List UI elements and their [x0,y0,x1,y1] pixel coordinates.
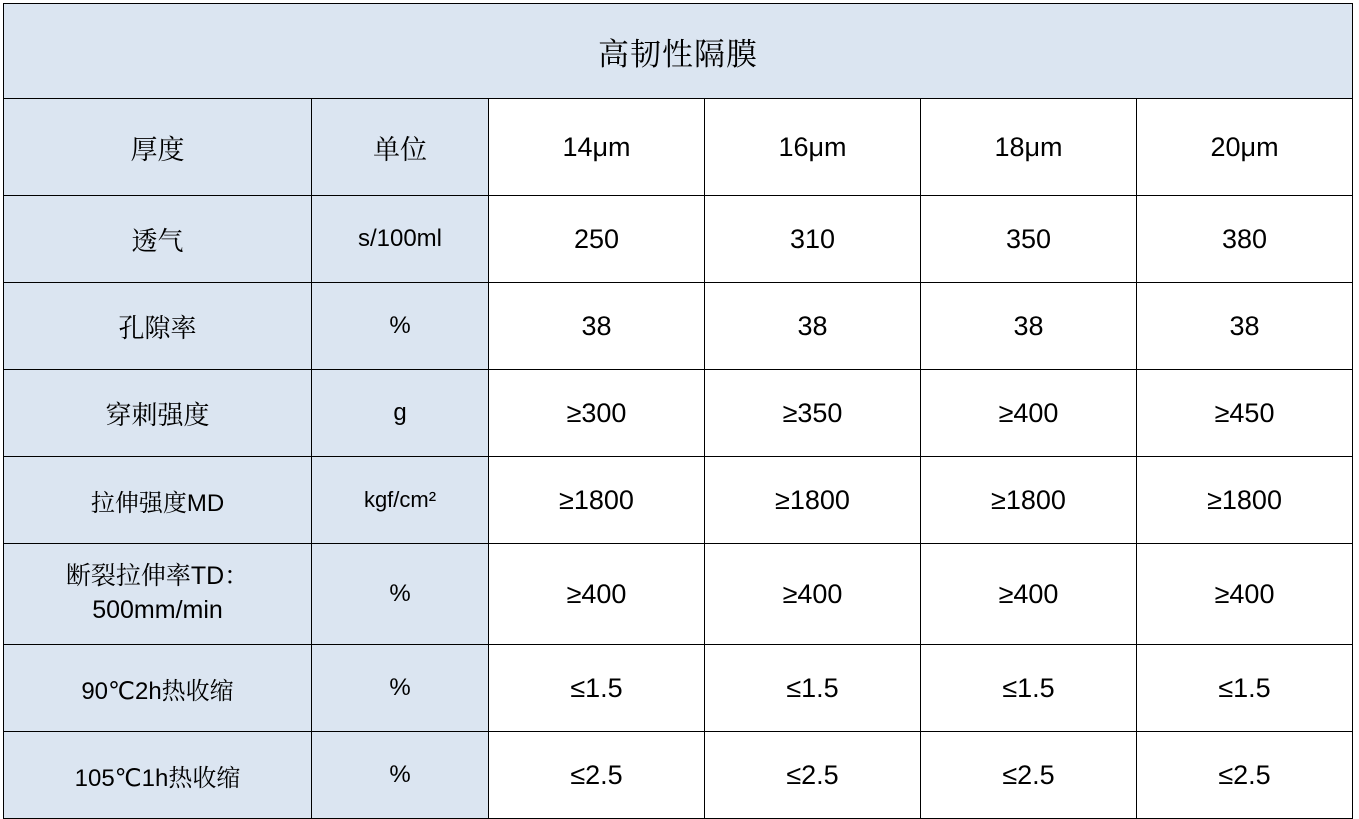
table-title: 高韧性隔膜 [4,4,1353,99]
cell-porosity-14um: 38 [489,283,705,370]
cell-thermal-shrinkage-105c-14um: ≤2.5 [489,732,705,819]
cell-tensile-strength-md-14um: ≥1800 [489,457,705,544]
cell-puncture-strength-16um: ≥350 [705,370,921,457]
row-unit-thermal-shrinkage-105c: % [312,732,489,819]
cell-tensile-strength-md-18um: ≥1800 [921,457,1137,544]
cell-thermal-shrinkage-90c-14um: ≤1.5 [489,645,705,732]
cell-puncture-strength-20um: ≥450 [1137,370,1353,457]
cell-tensile-strength-md-16um: ≥1800 [705,457,921,544]
row-label-thermal-shrinkage-90c: 90℃2h热收缩 [4,645,312,732]
table-title-row [4,4,1353,99]
row-label-thermal-shrinkage-105c: 105℃1h热收缩 [4,732,312,819]
header-column-14um: 14μm [489,99,705,196]
cell-air-permeability-16um: 310 [705,196,921,283]
cell-puncture-strength-14um: ≥300 [489,370,705,457]
row-unit-porosity: % [312,283,489,370]
table-row [4,457,1353,544]
cell-thermal-shrinkage-105c-20um: ≤2.5 [1137,732,1353,819]
table-row [4,732,1353,819]
table-row [4,283,1353,370]
table-row [4,196,1353,283]
cell-elongation-td-20um: ≥400 [1137,544,1353,645]
cell-puncture-strength-18um: ≥400 [921,370,1137,457]
table-row [4,370,1353,457]
cell-air-permeability-14um: 250 [489,196,705,283]
cell-air-permeability-18um: 350 [921,196,1137,283]
row-label-elongation-td: 断裂拉伸率TD：500mm/min [4,544,312,645]
row-label-air-permeability: 透气 [4,196,312,283]
header-column-18um: 18μm [921,99,1137,196]
cell-elongation-td-14um: ≥400 [489,544,705,645]
table-row [4,645,1353,732]
table-row [4,544,1353,645]
cell-porosity-20um: 38 [1137,283,1353,370]
cell-elongation-td-18um: ≥400 [921,544,1137,645]
cell-elongation-td-16um: ≥400 [705,544,921,645]
cell-porosity-16um: 38 [705,283,921,370]
row-unit-thermal-shrinkage-90c: % [312,645,489,732]
cell-thermal-shrinkage-105c-16um: ≤2.5 [705,732,921,819]
header-column-16um: 16μm [705,99,921,196]
cell-thermal-shrinkage-90c-18um: ≤1.5 [921,645,1137,732]
cell-thermal-shrinkage-105c-18um: ≤2.5 [921,732,1137,819]
separator-spec-table [3,3,1353,819]
row-label-puncture-strength: 穿刺强度 [4,370,312,457]
row-unit-tensile-strength-md: kgf/cm² [312,457,489,544]
row-label-tensile-strength-md: 拉伸强度MD [4,457,312,544]
header-column-20um: 20μm [1137,99,1353,196]
cell-porosity-18um: 38 [921,283,1137,370]
cell-tensile-strength-md-20um: ≥1800 [1137,457,1353,544]
row-unit-air-permeability: s/100ml [312,196,489,283]
header-unit-label: 单位 [312,99,489,196]
row-unit-elongation-td: % [312,544,489,645]
table-header-row [4,99,1353,196]
cell-thermal-shrinkage-90c-20um: ≤1.5 [1137,645,1353,732]
cell-air-permeability-20um: 380 [1137,196,1353,283]
row-unit-puncture-strength: g [312,370,489,457]
row-label-porosity: 孔隙率 [4,283,312,370]
cell-thermal-shrinkage-90c-16um: ≤1.5 [705,645,921,732]
header-thickness-label: 厚度 [4,99,312,196]
